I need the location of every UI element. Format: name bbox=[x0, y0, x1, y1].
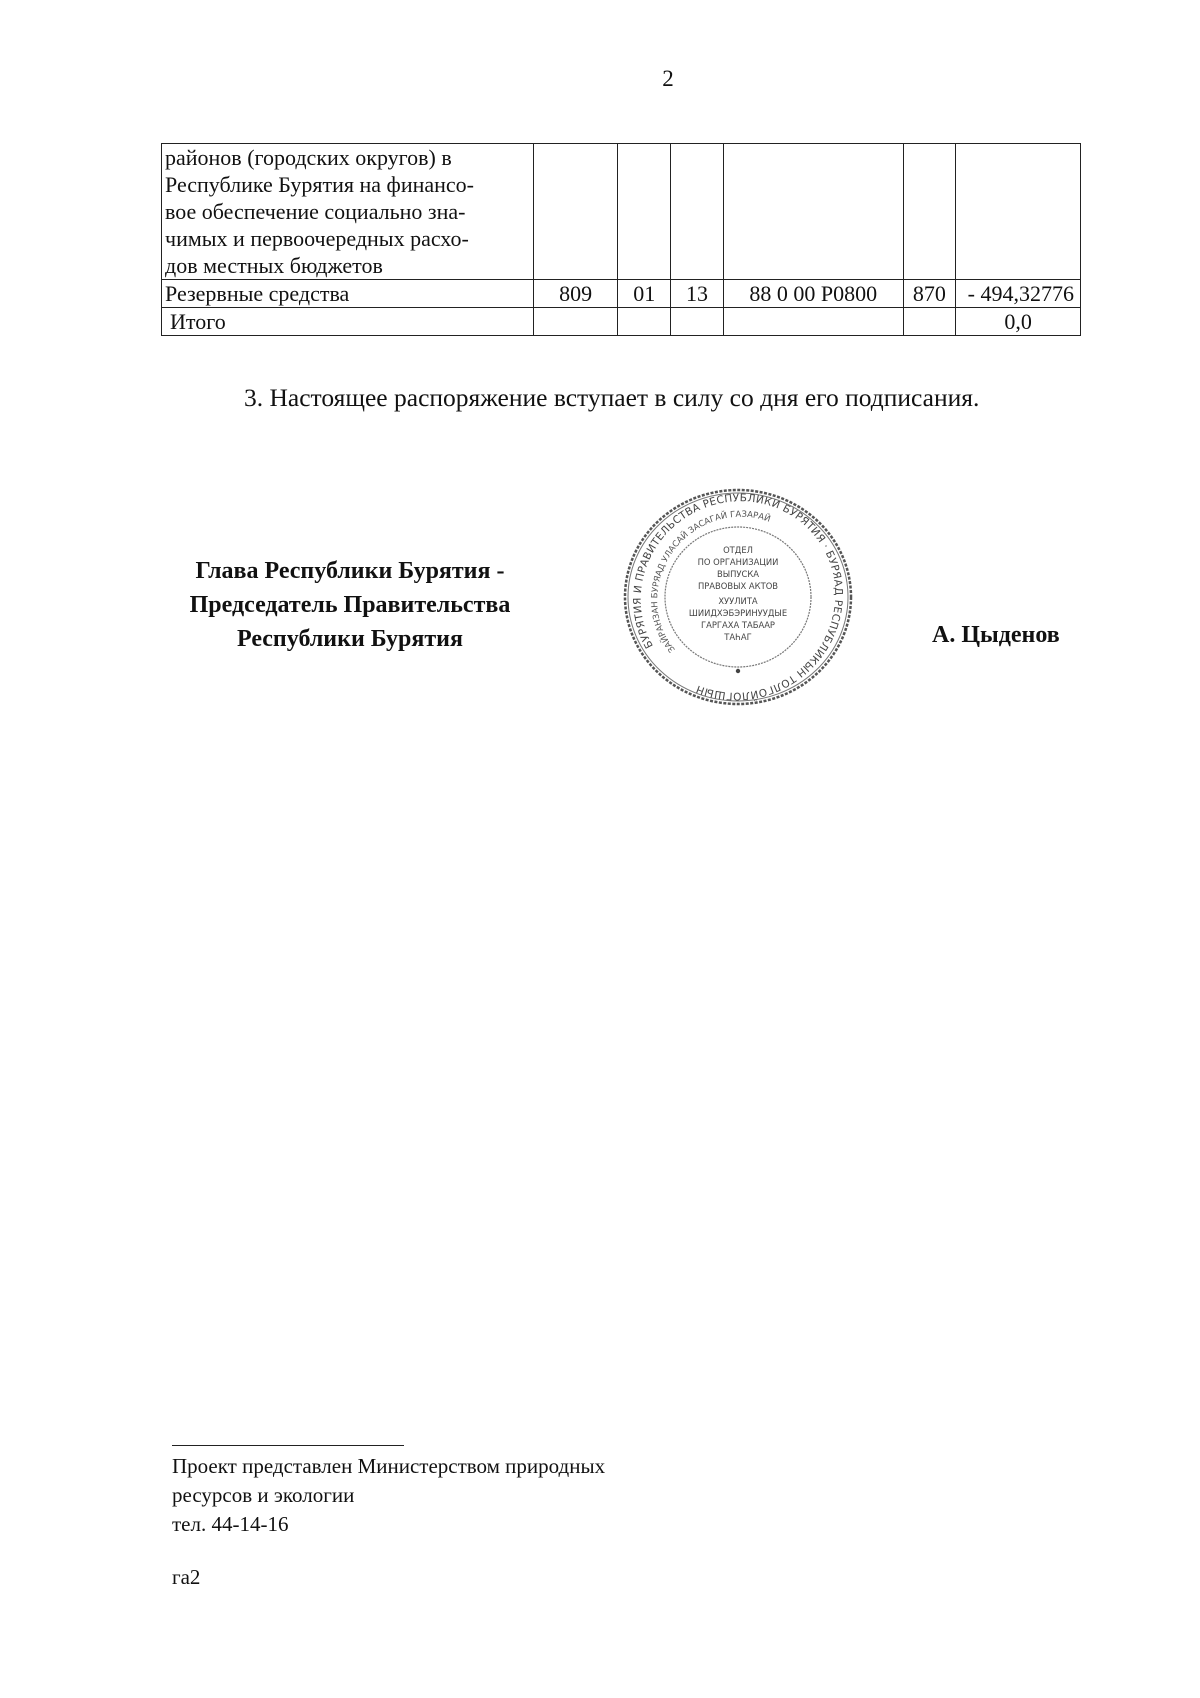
table-row bbox=[162, 144, 1081, 280]
signer-title-line: Республики Бурятия bbox=[236, 626, 463, 652]
seal-center-line: ГАРГАХА ТАБААР bbox=[701, 620, 775, 630]
table-row bbox=[162, 280, 1081, 308]
table-row bbox=[162, 308, 1081, 336]
expense-type-cell bbox=[903, 308, 956, 336]
subsection-cell bbox=[671, 308, 724, 336]
page-number: 2 bbox=[662, 66, 674, 91]
row-name-cell: Итого bbox=[162, 308, 534, 336]
document-code: га2 bbox=[172, 1565, 201, 1589]
code-cell bbox=[533, 308, 618, 336]
code-cell bbox=[533, 144, 618, 280]
seal-center-line: ШИИДХЭБЭРИНУУДЫЕ bbox=[688, 608, 788, 618]
section-cell bbox=[618, 308, 671, 336]
target-cell: 88 0 00 Р0800 bbox=[723, 280, 903, 308]
seal-center-line: ПРАВОВЫХ АКТОВ bbox=[697, 581, 779, 591]
footnote bbox=[172, 1452, 605, 1539]
seal-inner-text: ЗАЙРАНЗАН БУРЯАД УЛАСАЙ ЗАСАГАЙ ГАЗАРАЙ bbox=[650, 509, 772, 655]
target-cell bbox=[723, 308, 903, 336]
row-name-line: Республике Бурятия на финансо- bbox=[165, 172, 474, 197]
amount-cell bbox=[956, 144, 1081, 280]
row-name-line: вое обеспечение социально зна- bbox=[165, 199, 466, 224]
official-seal bbox=[622, 487, 854, 707]
seal-center-line: ХУУЛИТА bbox=[718, 596, 758, 606]
code-cell: 809 bbox=[533, 280, 618, 308]
row-name-cell: Резервные средства bbox=[162, 280, 534, 308]
row-name-line: чимых и первоочередных расхо- bbox=[165, 226, 469, 251]
signer-title bbox=[160, 554, 540, 656]
section-cell: 01 bbox=[618, 280, 671, 308]
clause-3: 3. Настоящее распоряжение вступает в силу со дня его подписания. bbox=[244, 383, 980, 412]
total-amount-cell: 0,0 bbox=[956, 308, 1081, 336]
footnote-line: Проект представлен Министерством природных bbox=[172, 1454, 606, 1478]
seal-outer-text: БУРЯТИЯ И ПРАВИТЕЛЬСТВА РЕСПУБЛИКИ БУРЯТИЯ · БУРЯАД РЕСПУБЛИКЫН ТОЛГОЙЛОГШЫН bbox=[631, 492, 845, 702]
subsection-cell: 13 bbox=[671, 280, 724, 308]
signer-title-line: Глава Республики Бурятия - bbox=[195, 558, 505, 584]
seal-dot bbox=[736, 669, 740, 673]
footnote-line: ресурсов и экологии bbox=[172, 1483, 355, 1507]
seal-center-line: ВЫПУСКА bbox=[716, 569, 760, 579]
expense-type-cell bbox=[903, 144, 956, 280]
target-cell bbox=[723, 144, 903, 280]
budget-table bbox=[161, 143, 1081, 336]
seal-center-line: ТАҺАГ bbox=[724, 632, 752, 642]
expense-type-cell: 870 bbox=[903, 280, 956, 308]
section-cell bbox=[618, 144, 671, 280]
amount-cell: - 494,32776 bbox=[956, 280, 1081, 308]
signer-title-line: Председатель Правительства bbox=[189, 592, 511, 618]
seal-center-line: ОТДЕЛ bbox=[723, 545, 753, 555]
row-name-line: дов местных бюджетов bbox=[165, 253, 383, 278]
signer-name: А. Цыденов bbox=[932, 622, 1060, 648]
footnote-line: тел. 44-14-16 bbox=[172, 1512, 289, 1536]
seal-center-line: ПО ОРГАНИЗАЦИИ bbox=[697, 557, 779, 567]
row-name-cell bbox=[162, 144, 534, 280]
row-name-line: районов (городских округов) в bbox=[165, 145, 452, 170]
subsection-cell bbox=[671, 144, 724, 280]
footnote-divider bbox=[172, 1445, 404, 1446]
